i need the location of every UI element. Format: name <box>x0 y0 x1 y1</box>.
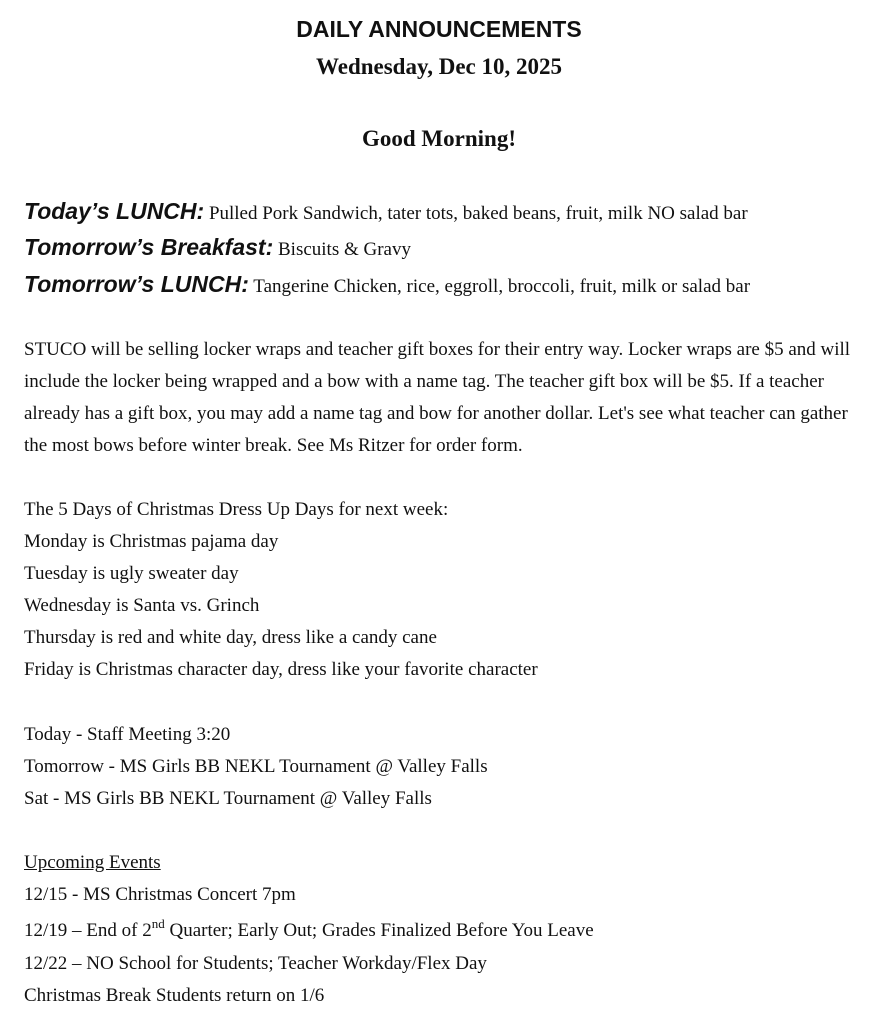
greeting: Good Morning! <box>362 126 516 151</box>
dress-up-heading: The 5 Days of Christmas Dress Up Days for next week: <box>24 499 449 520</box>
tomorrow-lunch-value: Tangerine Chicken, rice, eggroll, broccoli, fruit, milk or salad bar <box>248 276 751 297</box>
upcoming-break-return: Christmas Break Students return on 1/6 <box>24 985 325 1006</box>
tomorrow-breakfast-label: Tomorrow’s Breakfast: <box>24 234 274 260</box>
quarter-end-ordinal: nd <box>151 916 165 931</box>
dress-up-friday: Friday is Christmas character day, dress like your favorite character <box>24 659 538 680</box>
schedule-today: Today - Staff Meeting 3:20 <box>24 724 231 745</box>
dress-up-wednesday: Wednesday is Santa vs. Grinch <box>24 595 260 616</box>
dress-up-thursday: Thursday is red and white day, dress like a candy cane <box>24 627 437 648</box>
schedule-saturday: Sat - MS Girls BB NEKL Tournament @ Valley Falls <box>24 788 432 809</box>
today-lunch-label: Today’s LUNCH: <box>24 198 205 224</box>
tomorrow-breakfast-line <box>24 232 874 265</box>
upcoming-quarter-end <box>24 916 594 946</box>
tomorrow-lunch-label: Tomorrow’s LUNCH: <box>24 271 249 297</box>
upcoming-no-school: 12/22 – NO School for Students; Teacher Workday/Flex Day <box>24 953 487 974</box>
announcement-date: Wednesday, Dec 10, 2025 <box>316 54 562 79</box>
tomorrow-lunch-line <box>24 269 874 302</box>
dress-up-monday: Monday is Christmas pajama day <box>24 531 279 552</box>
today-lunch-line <box>24 196 874 229</box>
today-lunch-value: Pulled Pork Sandwich, tater tots, baked beans, fruit, milk NO salad bar <box>204 203 748 224</box>
upcoming-events-heading: Upcoming Events <box>24 852 161 873</box>
dress-up-tuesday: Tuesday is ugly sweater day <box>24 563 239 584</box>
quarter-end-suffix: Quarter; Early Out; Grades Finalized Before You Leave <box>164 920 594 941</box>
quarter-end-prefix: 12/19 – End of 2 <box>24 920 152 941</box>
page-title: DAILY ANNOUNCEMENTS <box>296 16 582 42</box>
stuco-paragraph: STUCO will be selling locker wraps and teacher gift boxes for their entry way. Locker wraps are $5 and will include the locker being wrapped and a bow with a name tag. The teacher gift box will be $5. If a teacher already has a gift box, you may add a name tag and bow for another dollar. Let's see what teacher can gather the most bows before winter break. See Ms Ritzer for order form. <box>24 339 851 456</box>
tomorrow-breakfast-value: Biscuits & Gravy <box>273 239 411 260</box>
upcoming-concert: 12/15 - MS Christmas Concert 7pm <box>24 884 296 905</box>
schedule-tomorrow: Tomorrow - MS Girls BB NEKL Tournament @ Valley Falls <box>24 756 488 777</box>
